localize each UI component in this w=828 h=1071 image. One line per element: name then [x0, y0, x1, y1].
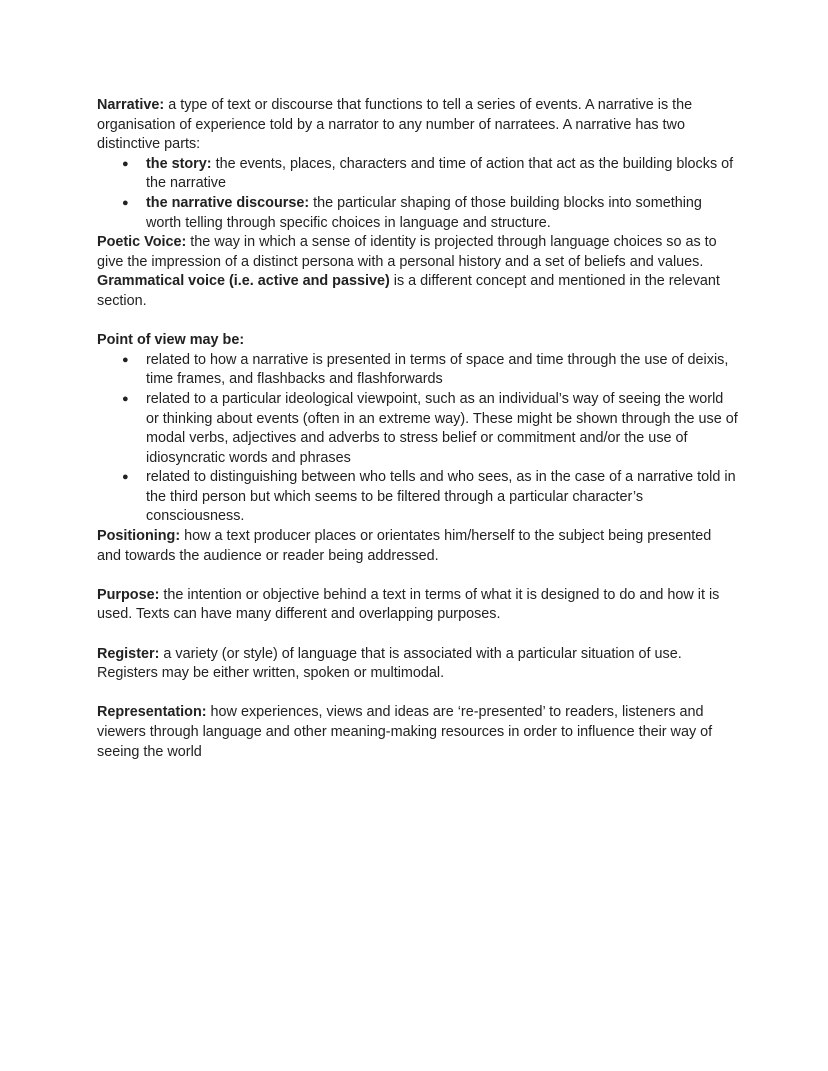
- term-purpose: Purpose:: [97, 586, 160, 603]
- definition-purpose: the intention or objective behind a text in terms of what it is designed to do and how it is used. Texts can have many different and overlapping purposes.: [97, 586, 720, 623]
- list-item: [122, 351, 738, 390]
- bullet-icon: ●: [122, 353, 129, 366]
- list-item: [122, 390, 738, 468]
- bullet-icon: ●: [122, 471, 129, 484]
- entry-poetic-voice: [97, 233, 738, 311]
- subterm-narrative-discourse: the narrative discourse:: [146, 194, 310, 211]
- entry-register: [97, 645, 738, 684]
- entry-narrative: [97, 96, 738, 155]
- bullet-icon: ●: [122, 157, 129, 170]
- subdefinition-story: the events, places, characters and time of action that act as the building blocks of the narrative: [146, 155, 734, 192]
- list-item: [122, 468, 738, 527]
- definition-narrative: a type of text or discourse that functions to tell a series of events. A narrative is the organisation of experience told by a narrator to any number of narratees. A narrative has two distinctive parts:: [97, 97, 693, 153]
- point-of-view-item: related to distinguishing between who tells and who sees, as in the case of a narrative told in the third person but which seems to be filtered through a particular character’s consciousness.: [146, 469, 736, 525]
- definition-poetic-voice: the way in which a sense of identity is projected through language choices so as to give the impression of a distinct persona with a personal history and a set of beliefs and values.: [97, 234, 717, 270]
- term-point-of-view: Point of view may be:: [97, 332, 245, 349]
- term-poetic-voice: Poetic Voice:: [97, 234, 187, 251]
- term-register: Register:: [97, 645, 160, 662]
- term-grammatical-voice: Grammatical voice (i.e. active and passive): [97, 273, 390, 290]
- definition-positioning: how a text producer places or orientates him/herself to the subject being presented and towards the audience or reader being addressed.: [97, 528, 712, 564]
- point-of-view-list: [97, 351, 738, 527]
- point-of-view-item: related to a particular ideological viewpoint, such as an individual’s way of seeing the world or thinking about events (often in an extreme way). These might be shown through the use of modal verbs, adjectives and adverbs to stress belief or commitment and/or the use of idiosyncratic words and phrases: [146, 390, 738, 466]
- list-item: [122, 194, 738, 233]
- list-item: [122, 155, 738, 194]
- term-positioning: Positioning:: [97, 528, 181, 545]
- definition-register: a variety (or style) of language that is associated with a particular situation of use. Registers may be either written, spoken or multimodal.: [97, 645, 682, 682]
- subterm-story: the story:: [146, 155, 212, 172]
- definition-representation: how experiences, views and ideas are ‘re-presented’ to readers, listeners and viewers through language and other meaning-making resources in order to influence their way of seeing the world: [97, 704, 713, 760]
- entry-representation: [97, 703, 738, 762]
- definition-grammatical-voice: is a different concept and mentioned in the relevant section.: [97, 273, 720, 309]
- entry-positioning: [97, 527, 738, 566]
- term-representation: Representation:: [97, 704, 207, 721]
- narrative-parts-list: [97, 155, 738, 233]
- bullet-icon: ●: [122, 196, 129, 209]
- heading-point-of-view: [97, 331, 738, 351]
- bullet-icon: ●: [122, 392, 129, 405]
- subdefinition-narrative-discourse: the particular shaping of those building blocks into something worth telling through specific choices in language and structure.: [146, 194, 702, 231]
- point-of-view-item: related to how a narrative is presented in terms of space and time through the use of deixis, time frames, and flashbacks and flashforwards: [146, 351, 729, 388]
- term-narrative: Narrative:: [97, 97, 165, 113]
- entry-purpose: [97, 586, 738, 625]
